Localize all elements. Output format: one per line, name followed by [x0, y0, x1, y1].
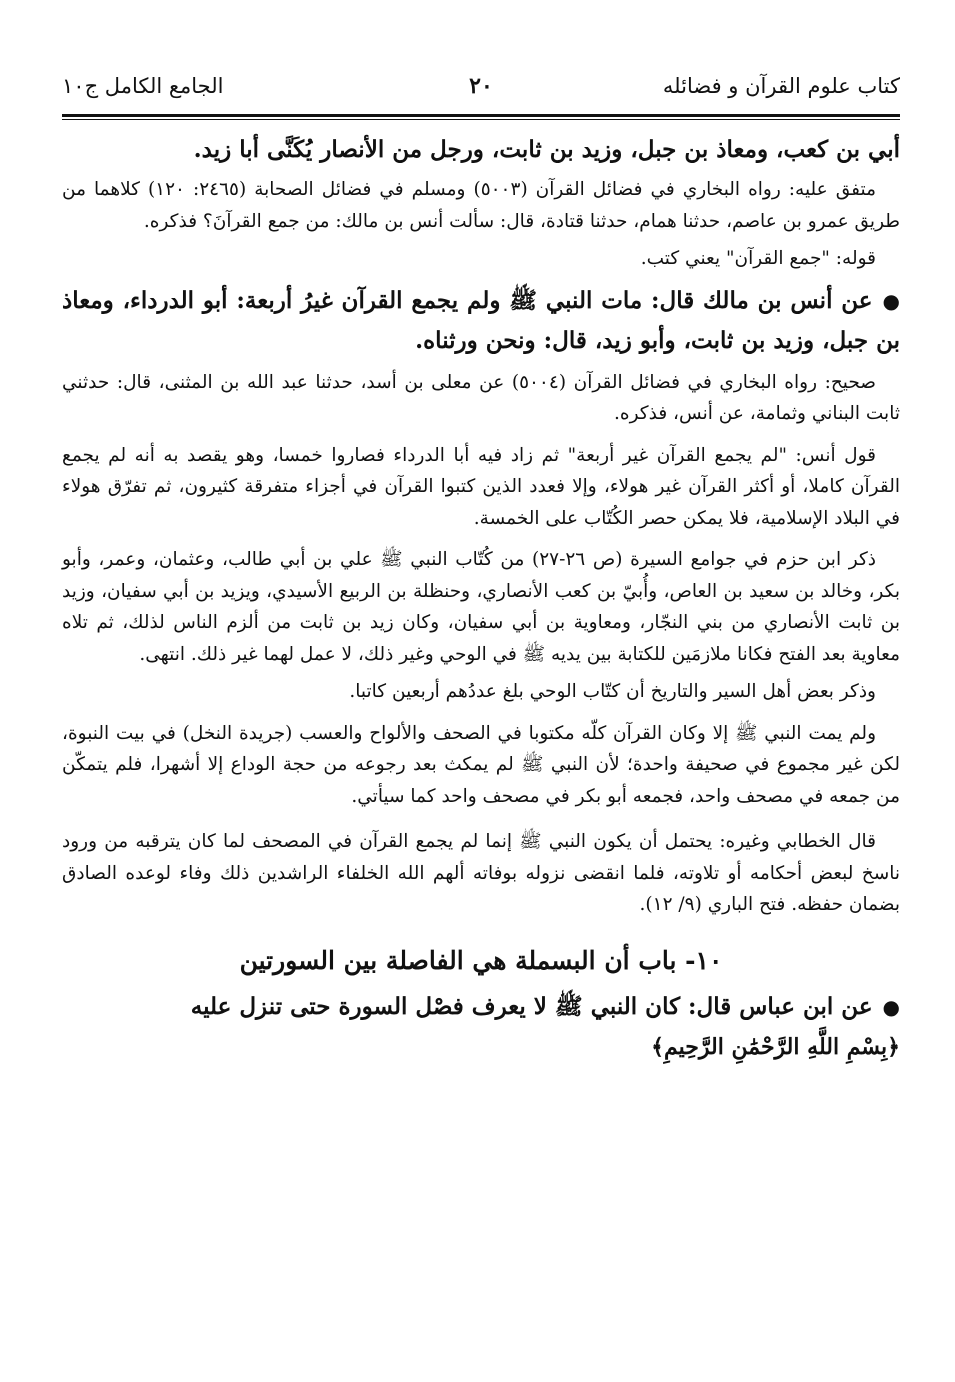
commentary-paragraph: قول أنس: "لم يجمع القرآن غير أربعة" ثم زاد فيه أبا الدرداء فصاروا خمسا، وهو يقصد به أنه لم يجمع القرآن كاملا، أو أكثر القرآن غير هولاء، وإلا فعدد الذين كتبوا القرآن في أجزاء متفرقة كثيرون، ثم تفرّق هولاء في البلاد الإسلامية، فلا يمكن حصر الكُتّاب على الخمسة. [62, 444, 900, 529]
quran-bracket-close: ﴾ [651, 1033, 664, 1060]
page-number: ٢٠ [469, 73, 493, 99]
takhrij-paragraph: متفق عليه: رواه البخاري في فضائل القرآن (٥٠٠٣) ومسلم في فضائل الصحابة (٢٤٦٥: ١٢٠) كلاهما من طريق عمرو بن عاصم، حدثنا همام، حدثنا قتادة، قال: سألت أنس بن مالك: من جمع القرآنَ؟ فذكره. [62, 179, 900, 232]
book-title: كتاب علوم القرآن و فضائله [662, 74, 900, 98]
commentary-paragraph: ذكر ابن حزم في جوامع السيرة (ص ٢٦-٢٧) من كُتّاب النبي ﷺ علي بن أبي طالب، وعثمان، وعمر، وأبو بكر، وخالد بن سعيد بن العاص، وأُبيّ بن كعب الأنصاري، وحنظلة بن الربيع الأسيدي، ويزيد بن أبي سفيان، وزيد بن ثابت الأنصاري من بني النجّار، ومعاوية بن أبي سفيان، وكان زيد بن ثابت من ألزم الناس لذلك، ثم تلاه معاوية بعد الفتح فكانا ملازمَين للكتابة بين يديه ﷺ في الوحي وغير ذلك، لا عمل لهما غير ذلك. انتهى. [62, 549, 900, 665]
quran-bracket-open: ﴿ [887, 1033, 900, 1060]
commentary-paragraph: وذكر بعض أهل السير والتاريخ أن كتّاب الوحي بلغ عددُهم أربعين كاتبا. [349, 681, 876, 702]
commentary-paragraph: قال الخطابي وغيره: يحتمل أن يكون النبي ﷺ إنما لم يجمع القرآن في المصحف لما كان يترقبه من ورود ناسخ لبعض أحكامه أو تلاوته، فلما انقضى نزوله بوفاته ألهم الله الخلفاء الراشدين ذلك وفاء لوعده الصادق بضمان حفظه. فتح الباري (٩/ ١٢). [62, 831, 900, 915]
hadith-paragraph [62, 281, 900, 361]
takhrij-paragraph: صحيح: رواه البخاري في فضائل القرآن (٥٠٠٤) عن معلى بن أسد، حدثنا عبد الله بن المثنى، قال: حدثني ثابت البناني وثمامة، عن أنس، فذكره. [62, 371, 900, 424]
running-header [62, 68, 900, 108]
bullet-icon: ● [882, 994, 900, 1019]
hadith-text: عن أنس بن مالك قال: مات النبي ﷺ ولم يجمع القرآن غيرُ أربعة: أبو الدرداء، ومعاذ بن جبل، وزيد بن ثابت، وأبو زيد، قال: ونحن ورثناه. [62, 286, 900, 354]
book-page [62, 68, 900, 1368]
header-divider [62, 114, 900, 120]
hadith-paragraph [62, 987, 900, 1027]
basmala-text: بِسْمِ اللَّهِ الرَّحْمَٰنِ الرَّحِيمِ [663, 1033, 888, 1060]
bullet-icon: ● [882, 288, 900, 313]
commentary-paragraph: ولم يمت النبي ﷺ إلا وكان القرآن كلّه مكتوبا في الصحف والألواح والعسب (جريدة النخل) في بيت النبوة، لكن غير مجموع في صحيفة واحدة؛ لأن النبي ﷺ لم يمكث بعد رجوعه من حجة الوداع إلا أشهرا، فلم يتمكّن من جمعه في مصحف واحد، فجمعه أبو بكر في مصحف واحد كما سيأتي. [62, 722, 900, 807]
series-title: الجامع الكامل ج١٠ [62, 74, 224, 98]
chapter-heading: ١٠- باب أن البسملة هي الفاصلة بين السورتين [239, 945, 723, 975]
hadith-text: عن ابن عباس قال: كان النبي ﷺ لا يعرف فصْل السورة حتى تنزل عليه [190, 992, 873, 1020]
basmala-line [62, 1027, 900, 1067]
hadith-continuation: أبي بن كعب، ومعاذ بن جبل، وزيد بن ثابت، ورجل من الأنصار يُكَنَّى أبا زيد. [193, 136, 900, 163]
commentary-paragraph: قوله: "جمع القرآن" يعني كتب. [640, 248, 876, 269]
